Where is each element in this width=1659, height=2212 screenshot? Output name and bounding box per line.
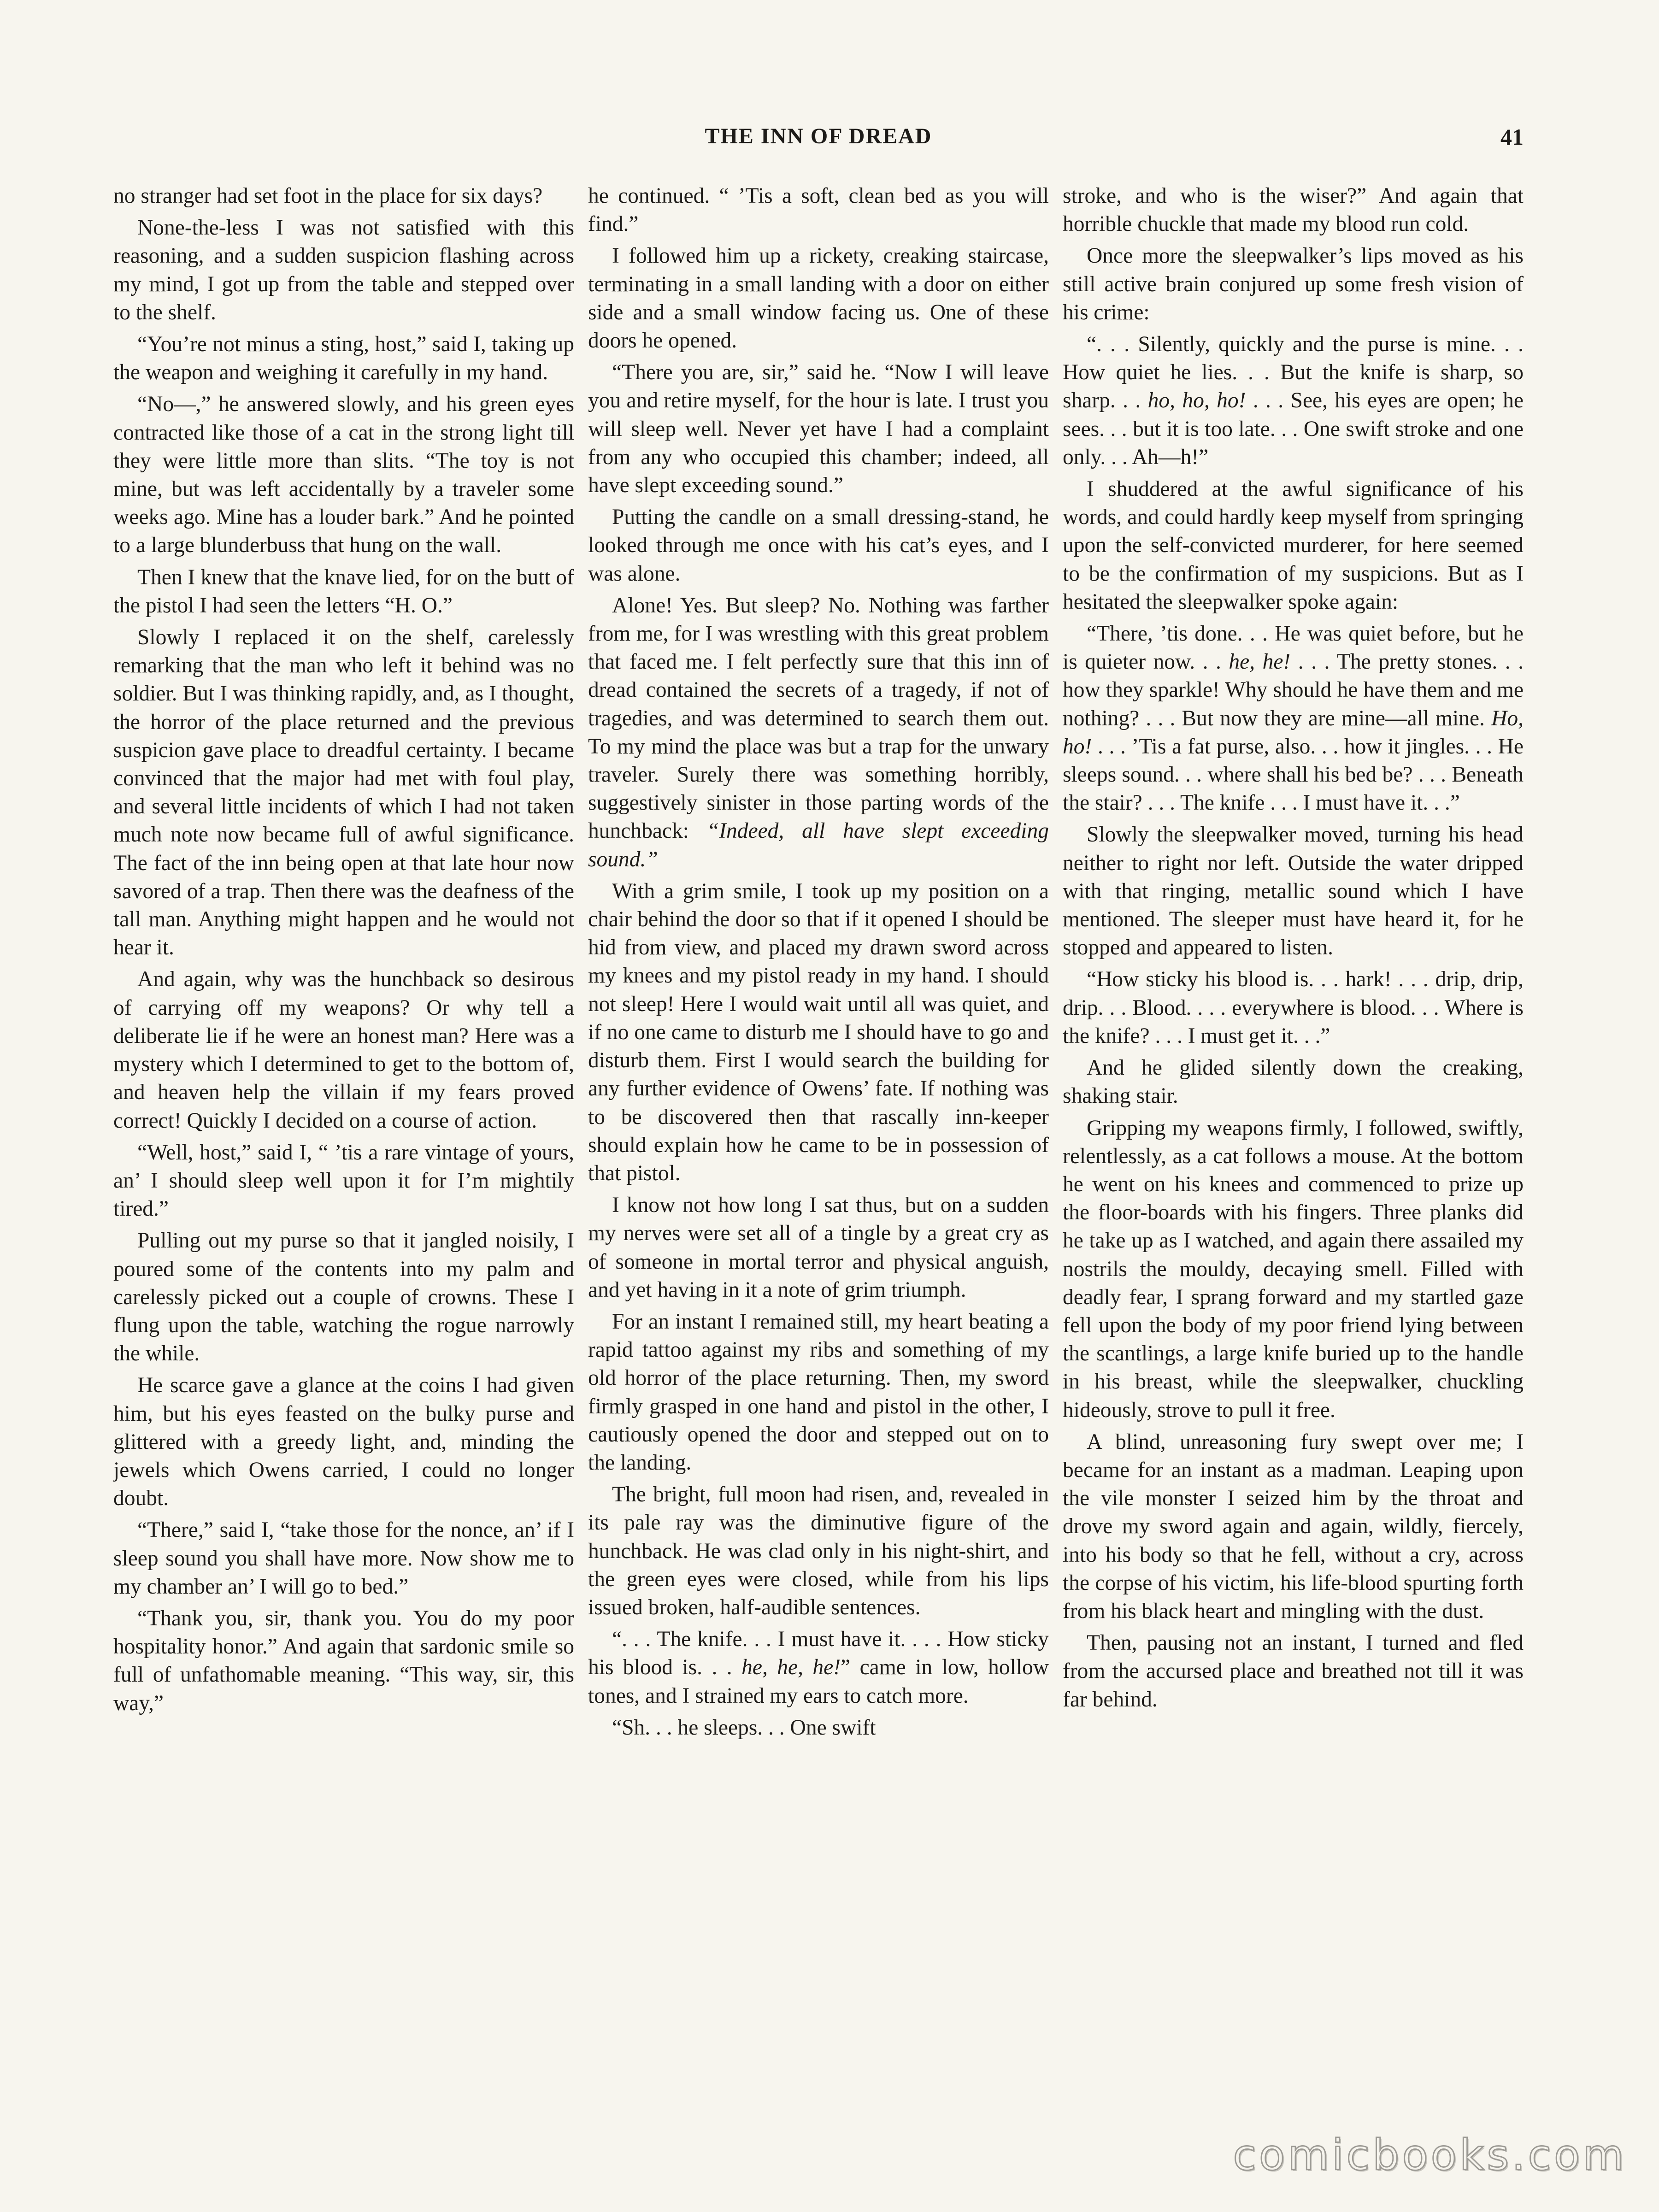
- paragraph: Putting the candle on a small dressing-stand, he looked through me once with his cat’s eyes, and I was alone.: [588, 505, 1049, 586]
- paragraph: None-the-less I was not satisfied with this reasoning, and a sudden suspicion flashing across my mind, I got up from the table and stepped over to the shelf.: [113, 216, 574, 324]
- italic-laugh: ho, ho, ho!: [1147, 388, 1246, 413]
- italic-laugh: he, he!: [1229, 650, 1291, 674]
- paragraph: For an instant I remained still, my heart beating a rapid tattoo against my ribs and something of my old horror of the place returning. Then, my sword firmly grasped in one hand and pistol in the other, I cautiously opened the door and stepped out on to the landing.: [588, 1309, 1049, 1475]
- paragraph: And he glided silently down the creaking, shaking stair.: [1063, 1056, 1524, 1108]
- paragraph-text: . . . ’Tis a fat purse, also. . . how it jingles. . . He sleeps sound. . . where shall his bed be? . . . Beneath the stair? . . . The knife . . . I must have it. . .”: [1063, 734, 1524, 815]
- paragraph-text: . . . The pretty stones. . . how they sparkle! Why should he have them and me nothing? . . . But now they are mine—all mine.: [1063, 650, 1524, 730]
- paragraph-text: ” came in low, hollow tones, and I strained my ears to catch more.: [588, 1655, 1049, 1708]
- running-title: THE INN OF DREAD: [705, 124, 932, 148]
- paragraph: stroke, and who is the wiser?” And again that horrible chuckle that made my blood run cold.: [1063, 184, 1524, 236]
- paragraph: A blind, unreasoning fury swept over me; I became for an instant as a madman. Leaping upon the vile monster I seized him by the throat and drove my sword again and again, wildly, fiercely, into his body so that he fell, without a cry, across the corpse of his victim, his life-blood spurting forth from his black heart and mingling with the dust.: [1063, 1430, 1524, 1623]
- paragraph: [588, 1625, 1049, 1710]
- paragraph: Then, pausing not an instant, I turned and fled from the accursed place and breathed not till it was far behind.: [1063, 1631, 1524, 1712]
- paragraph: “No—,” he answered slowly, and his green eyes contracted like those of a cat in the strong light till they were little more than slits. “The toy is not mine, but was left accidentally by a traveler some weeks ago. Mine has a louder bark.” And he pointed to a large blunderbuss that hung on the wall.: [113, 392, 574, 558]
- paragraph: “How sticky his blood is. . . hark! . . . drip, drip, drip. . . Blood. . . . everywhere is blood. . . Where is the knife? . . . I must get it. . .”: [1063, 967, 1524, 1048]
- paragraph: He scarce gave a glance at the coins I had given him, but his eyes feasted on the bulky purse and glittered with a greedy light, and, minding the jewels which Owens carried, I could no longer doubt.: [113, 1373, 574, 1511]
- paragraph-text: “. . . Silently, quickly and the purse is mine. . . How quiet he lies. . . But the knife is sharp, so sharp. . .: [1063, 332, 1524, 413]
- page-header: [113, 124, 1524, 160]
- paragraph: With a grim smile, I took up my position on a chair behind the door so that if it opened I should be hid from view, and placed my drawn sword across my knees and my pistol ready in my hand. I should not sleep! Here I would wait until all was quiet, and if no one came to disturb me I should have to go and disturb them. First I would search the building for any further evidence of Owens’ fate. If nothing was to be discovered then that rascally inn-keeper should explain how he came to be in possession of that pistol.: [588, 879, 1049, 1185]
- paragraph: I know not how long I sat thus, but on a sudden my nerves were set all of a tingle by a great cry as of someone in mortal terror and physical anguish, and yet having in it a note of grim triumph.: [588, 1193, 1049, 1302]
- site-watermark: comicbooks.com: [1233, 2130, 1627, 2180]
- paragraph: he continued. “ ’Tis a soft, clean bed as you will find.”: [588, 184, 1049, 236]
- paragraph: I followed him up a rickety, creaking staircase, terminating in a small landing with a door on either side and a small window facing us. One of these doors he opened.: [588, 244, 1049, 353]
- paragraph-text: Alone! Yes. But sleep? No. Nothing was farther from me, for I was wrestling with this great problem that faced me. I felt perfectly sure that this inn of dread contained the secrets of a tragedy, if not of tragedies, and was determined to search them out. To my mind the place was but a trap for the unwary traveler. Surely there was something horribly, suggestively sinister in those parting words of the hunchback:: [588, 593, 1049, 843]
- paragraph: “You’re not minus a sting, host,” said I, taking up the weapon and weighing it carefully in my hand.: [113, 332, 574, 385]
- paragraph: Slowly I replaced it on the shelf, carelessly remarking that the man who left it behind was no soldier. But I was thinking rapidly, and, as I thought, the horror of the place returned and the previous suspicion gave place to dreadful certainty. I became convinced that the major had met with foul play, and several little incidents of which I had not taken much note now became full of awful significance. The fact of the inn being open at that late hour now savored of a trap. Then there was the deafness of the tall man. Anything might happen and he would not hear it.: [113, 625, 574, 960]
- paragraph: [588, 592, 1049, 874]
- column-3: [1063, 182, 1524, 2085]
- paragraph: “There,” said I, “take those for the nonce, an’ if I sleep sound you shall have more. Now show me to my chamber an’ I will go to bed.”: [113, 1518, 574, 1599]
- paragraph: Slowly the sleepwalker moved, turning his head neither to right nor left. Outside the water dripped with that ringing, metallic sound which I have mentioned. The sleeper must have heard it, for he stopped and appeared to listen.: [1063, 823, 1524, 960]
- italic-laugh: he, he, he!: [741, 1655, 841, 1680]
- paragraph: no stranger had set foot in the place for six days?: [113, 184, 543, 208]
- italic-laugh: Ho, ho!: [1063, 706, 1524, 759]
- paragraph: Pulling out my purse so that it jangled noisily, I poured some of the contents into my palm and carelessly picked out a couple of crowns. These I flung upon the table, watching the rogue narrowly the while.: [113, 1229, 574, 1366]
- paragraph: [1063, 620, 1524, 817]
- paragraph-text: “. . . The knife. . . I must have it. . . . How sticky his blood is. . .: [588, 1627, 1049, 1680]
- paragraph: Gripping my weapons firmly, I followed, swiftly, relentlessly, as a cat follows a mouse. At the bottom he went on his knees and commenced to prize up the floor-boards with his fingers. Three planks did he take up as I watched, and again there assailed my nostrils the mouldy, decaying smell. Filled with deadly fear, I sprang forward and my startled gaze fell upon the body of my poor friend lying between the scantlings, a large knife buried up to the handle in his breast, while the sleepwalker, chuckling hideously, strove to pull it free.: [1063, 1116, 1524, 1422]
- column-1: [113, 182, 574, 2085]
- paragraph: “Thank you, sir, thank you. You do my poor hospitality honor.” And again that sardonic smile so full of unfathomable meaning. “This way, sir, this way,”: [113, 1606, 574, 1715]
- paragraph: “Well, host,” said I, “ ’tis a rare vintage of yours, an’ I should sleep well upon it for I’m mightily tired.”: [113, 1140, 574, 1221]
- paragraph: Then I knew that the knave lied, for on the butt of the pistol I had seen the letters “H. O.”: [113, 565, 574, 618]
- paragraph: The bright, full moon had risen, and, revealed in its pale ray was the diminutive figure of the hunchback. He was clad only in his night-shirt, and the green eyes were closed, while from his lips issued broken, half-audible sentences.: [588, 1483, 1049, 1619]
- paragraph: And again, why was the hunchback so desirous of carrying off my weapons? Or why tell a deliberate lie if he were an honest man? Here was a mystery which I determined to get to the bottom of, and heaven help the villain if my fears proved correct! Quickly I decided on a course of action.: [113, 967, 574, 1133]
- paragraph: I shuddered at the awful significance of his words, and could hardly keep myself from springing upon the self-convicted murderer, for here seemed to be the confirmation of my suspicions. But as I hesitated the sleepwalker spoke again:: [1063, 477, 1524, 614]
- page-number: 41: [1500, 124, 1524, 150]
- paragraph: Once more the sleepwalker’s lips moved as his still active brain conjured up some fresh vision of his crime:: [1063, 244, 1524, 324]
- text-columns: [113, 182, 1524, 2085]
- paragraph-text: . . . See, his eyes are open; he sees. . . but it is too late. . . One swift stroke and one only. . . Ah—h!”: [1063, 388, 1524, 469]
- paragraph-text: “There, ’tis done. . . He was quiet before, but he is quieter now. . .: [1063, 622, 1524, 674]
- italic-quote: “Indeed, all have slept exceeding sound.”: [588, 819, 1049, 871]
- column-2: [588, 182, 1049, 2085]
- paragraph: “There you are, sir,” said he. “Now I will leave you and retire myself, for the hour is late. I trust you will sleep well. Never yet have I had a complaint from any who occupied this chamber; indeed, all have slept exceeding sound.”: [588, 360, 1049, 498]
- paragraph: [1063, 330, 1524, 471]
- paragraph: “Sh. . . he sleeps. . . One swift: [612, 1715, 876, 1740]
